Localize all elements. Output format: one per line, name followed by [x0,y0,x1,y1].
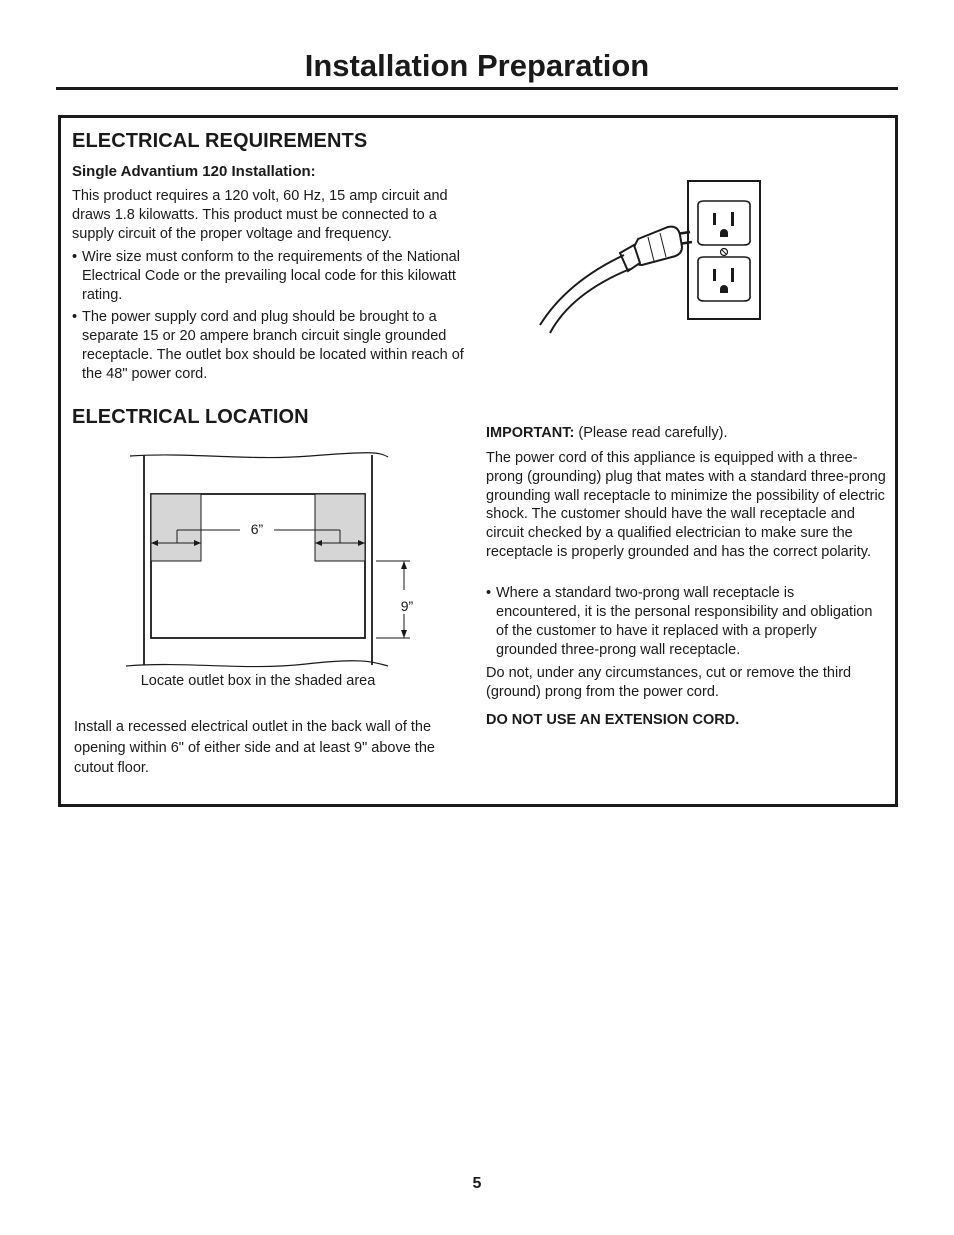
bullet-dot: • [72,249,78,265]
shaded-area-left [151,494,201,561]
important-label: IMPORTANT: [486,425,575,441]
diagram-caption: Locate outlet box in the shaded area [140,673,376,689]
bullet-text: The power supply cord and plug should be brought to a separate 15 or 20 ampere branch circuit single grounded receptacle. The outlet box should be located within reach of the 48" power cord. [82,309,464,382]
ground-prong-warning: Do not, under any circumstances, cut or remove the third (ground) prong from the power cord. [486,665,852,700]
requirements-intro: This product requires a 120 volt, 60 Hz, 15 amp circuit and draws 1.8 kilowatts. This product must be connected to a supply circuit of the proper voltage and frequency. [72,188,448,242]
important-bullet-two-prong [486,584,874,660]
shaded-area-right [315,494,365,561]
upper-receptacle [698,201,750,245]
extension-cord-warning: DO NOT USE AN EXTENSION CORD. [486,712,740,728]
plug-outlet-illustration [530,175,770,335]
lower-receptacle [698,257,750,301]
electrical-requirements-heading: ELECTRICAL REQUIREMENTS [72,130,368,152]
important-label-suffix: (Please read carefully). [578,425,728,441]
title-rule [56,87,898,90]
electrical-location-heading: ELECTRICAL LOCATION [72,406,309,428]
important-line [486,424,886,443]
important-paragraph: The power cord of this appliance is equipped with a three-prong (grounding) plug that mates with a standard three-prong grounding wall receptacle to minimize the possibility of electric shock. The customer should have the wall receptacle and circuit checked by a qualified electrician to make sure the receptacle is properly grounded and has the correct polarity. [486,450,886,560]
bullet-dot: • [72,309,78,325]
bullet-dot: • [486,585,492,601]
location-instruction: Install a recessed electrical outlet in the back wall of the opening within 6" of either side and at least 9" above the cutout floor. [74,719,435,776]
outlet-location-diagram [120,450,420,672]
side-dimension-label: 6” [250,521,264,537]
page-number: 5 [472,1175,482,1192]
bullet-text: Where a standard two-prong wall receptacle is encountered, it is the personal responsibility and obligation of the customer to have it replaced with a properly grounded three-prong wall receptacle. [496,585,873,658]
bullet-text: Wire size must conform to the requirements of the National Electrical Code or the prevailing local code for this kilowatt rating. [82,249,460,303]
page-title: Installation Preparation [304,48,650,83]
height-dimension-label: 9” [400,598,414,614]
requirements-bullet-receptacle [72,308,470,384]
single-installation-subheading: Single Advantium 120 Installation: [72,163,316,180]
requirements-bullet-wire-size [72,248,470,305]
